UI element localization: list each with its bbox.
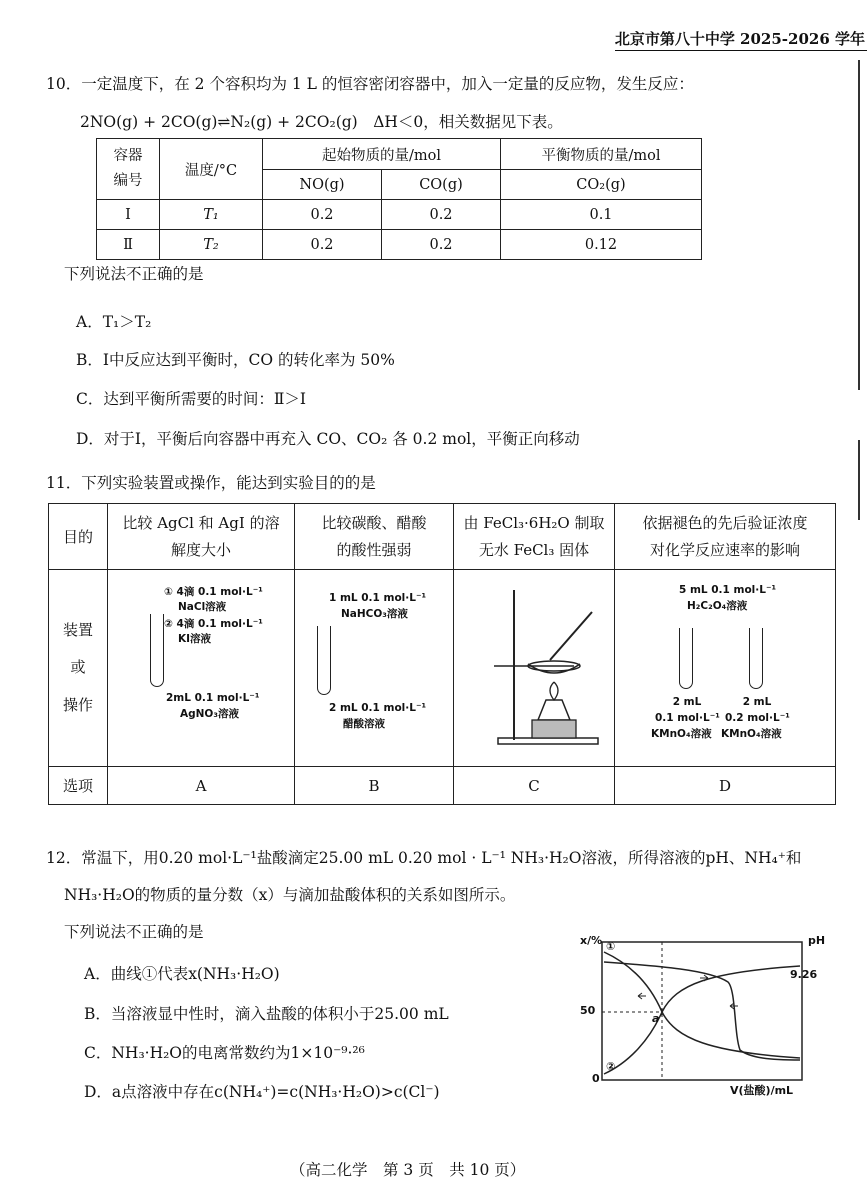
row-label-apparatus: 装置 或 操作: [49, 570, 108, 767]
table-row: [97, 230, 702, 260]
apparatus-d-label: 2 mL: [742, 696, 772, 708]
th-container: 容器 编号: [97, 139, 160, 200]
apparatus-a-label: NaCl溶液: [178, 601, 227, 613]
apparatus-d-label: KMnO₄溶液: [651, 728, 712, 740]
apparatus-d: [615, 570, 836, 767]
apparatus-a-label: ① 4滴 0.1 mol·L⁻¹: [164, 586, 263, 598]
test-tube: [317, 626, 331, 695]
cell-temp: T₂: [160, 230, 263, 260]
page-edge-line: [858, 60, 860, 390]
option-b: B: [295, 767, 454, 805]
cell-co: 0.2: [382, 230, 501, 260]
th-no: NO(g): [263, 170, 382, 200]
q10-option-c: C．达到平衡所需要的时间：Ⅱ＞Ⅰ: [76, 390, 307, 408]
apparatus-d-label: 0.2 mol·L⁻¹: [725, 712, 790, 724]
graph-ylabel-right: pH: [808, 934, 826, 947]
table-row: [97, 200, 702, 230]
q11-stem: 11．下列实验装置或操作，能达到实验目的的是: [46, 474, 376, 492]
q12-ask: 下列说法不正确的是: [64, 923, 204, 941]
th-co2: CO₂(g): [501, 170, 702, 200]
apparatus-a-label: KI溶液: [178, 633, 212, 645]
cell-no: 0.2: [263, 200, 382, 230]
graph-tick-926: 9.26: [790, 968, 818, 981]
option-d: D: [615, 767, 836, 805]
purpose-c: 由 FeCl₃·6H₂O 制取 无水 FeCl₃ 固体: [454, 504, 615, 570]
evaporating-dish-setup-icon: [454, 570, 614, 762]
q10-data-table: [96, 138, 702, 260]
q10-ask: 下列说法不正确的是: [64, 265, 204, 283]
titration-graph: [580, 934, 830, 1104]
page-footer: （高二化学 第 3 页 共 10 页）: [290, 1161, 526, 1179]
apparatus-d-label: KMnO₄溶液: [721, 728, 782, 740]
apparatus-b-label: 醋酸溶液: [343, 718, 385, 730]
purpose-d: 依据褪色的先后验证浓度 对化学反应速率的影响: [615, 504, 836, 570]
row-label-option: 选项: [49, 767, 108, 805]
page-edge-line: [858, 440, 860, 520]
q12-stem-line1: 12．常温下，用0.20 mol·L⁻¹盐酸滴定25.00 mL 0.20 mol · L⁻¹ NH₃·H₂O溶液，所得溶液的pH、NH₄⁺和: [46, 849, 802, 867]
q10-option-b: B．Ⅰ中反应达到平衡时，CO 的转化率为 50%: [76, 351, 395, 369]
cell-co2: 0.1: [501, 200, 702, 230]
graph-ylabel-left: x/%: [580, 934, 603, 947]
apparatus-b-label: NaHCO₃溶液: [341, 608, 408, 620]
cell-id: Ⅱ: [97, 230, 160, 260]
option-a: A: [108, 767, 295, 805]
purpose-a: 比较 AgCl 和 AgI 的溶 解度大小: [108, 504, 295, 570]
cell-temp: T₁: [160, 200, 263, 230]
apparatus-d-label: 0.1 mol·L⁻¹: [655, 712, 720, 724]
graph-xlabel: V(盐酸)/mL: [730, 1084, 794, 1097]
th-co: CO(g): [382, 170, 501, 200]
apparatus-b-label: 2 mL 0.1 mol·L⁻¹: [329, 702, 427, 714]
apparatus-c: [454, 570, 615, 767]
apparatus-d-label: 5 mL 0.1 mol·L⁻¹: [679, 584, 777, 596]
apparatus-a-label: ② 4滴 0.1 mol·L⁻¹: [164, 618, 263, 630]
q12-stem-line2: NH₃·H₂O的物质的量分数（x）与滴加盐酸体积的关系如图所示。: [64, 886, 516, 904]
apparatus-b-label: 1 mL 0.1 mol·L⁻¹: [329, 592, 427, 604]
apparatus-d-label: H₂C₂O₄溶液: [687, 600, 748, 612]
q12-option-b: B．当溶液显中性时，滴入盐酸的体积小于25.00 mL: [84, 1005, 449, 1023]
row-label-purpose: 目的: [49, 504, 108, 570]
graph-point-a: a: [652, 1012, 660, 1025]
q10-stem: 10．一定温度下，在 2 个容积均为 1 L 的恒容密闭容器中，加入一定量的反应物，发生反应：: [46, 75, 694, 93]
titration-curves-icon: [580, 934, 830, 1104]
test-tube: [150, 614, 164, 687]
graph-curve1-label: ①: [606, 940, 616, 953]
q10-option-d: D．对于Ⅰ，平衡后向容器中再充入 CO、CO₂ 各 0.2 mol，平衡正向移动: [76, 430, 580, 448]
graph-tick-0: 0: [592, 1072, 600, 1085]
apparatus-a-label: AgNO₃溶液: [180, 708, 239, 720]
q10-option-a: A．T₁＞T₂: [76, 313, 152, 331]
purpose-b: 比较碳酸、醋酸 的酸性强弱: [295, 504, 454, 570]
q11-options-table: [48, 503, 836, 805]
cell-id: Ⅰ: [97, 200, 160, 230]
cell-co: 0.2: [382, 200, 501, 230]
test-tube: [679, 628, 693, 689]
apparatus-a: [108, 570, 295, 767]
th-start: 起始物质的量/mol: [263, 139, 501, 170]
q10-equation: 2NO(g) + 2CO(g)⇌N₂(g) + 2CO₂(g) ΔH＜0，相关数据见下表。: [80, 113, 563, 131]
apparatus-b: [295, 570, 454, 767]
q12-option-d: D．a点溶液中存在c(NH₄⁺)=c(NH₃·H₂O)>c(Cl⁻): [84, 1083, 440, 1101]
option-c: C: [454, 767, 615, 805]
graph-curve2-label: ②: [606, 1060, 616, 1073]
th-eq: 平衡物质的量/mol: [501, 139, 702, 170]
q12-option-c: C．NH₃·H₂O的电离常数约为1×10⁻⁹·²⁶: [84, 1044, 365, 1062]
test-tube: [749, 628, 763, 689]
cell-co2: 0.12: [501, 230, 702, 260]
school-header: 北京市第八十中学 2025-2026 学年: [615, 28, 867, 51]
graph-tick-50: 50: [580, 1004, 596, 1017]
apparatus-d-label: 2 mL: [672, 696, 702, 708]
q12-option-a: A．曲线①代表x(NH₃·H₂O): [84, 965, 280, 983]
th-temp: 温度/°C: [160, 139, 263, 200]
cell-no: 0.2: [263, 230, 382, 260]
apparatus-a-label: 2mL 0.1 mol·L⁻¹: [166, 692, 260, 704]
